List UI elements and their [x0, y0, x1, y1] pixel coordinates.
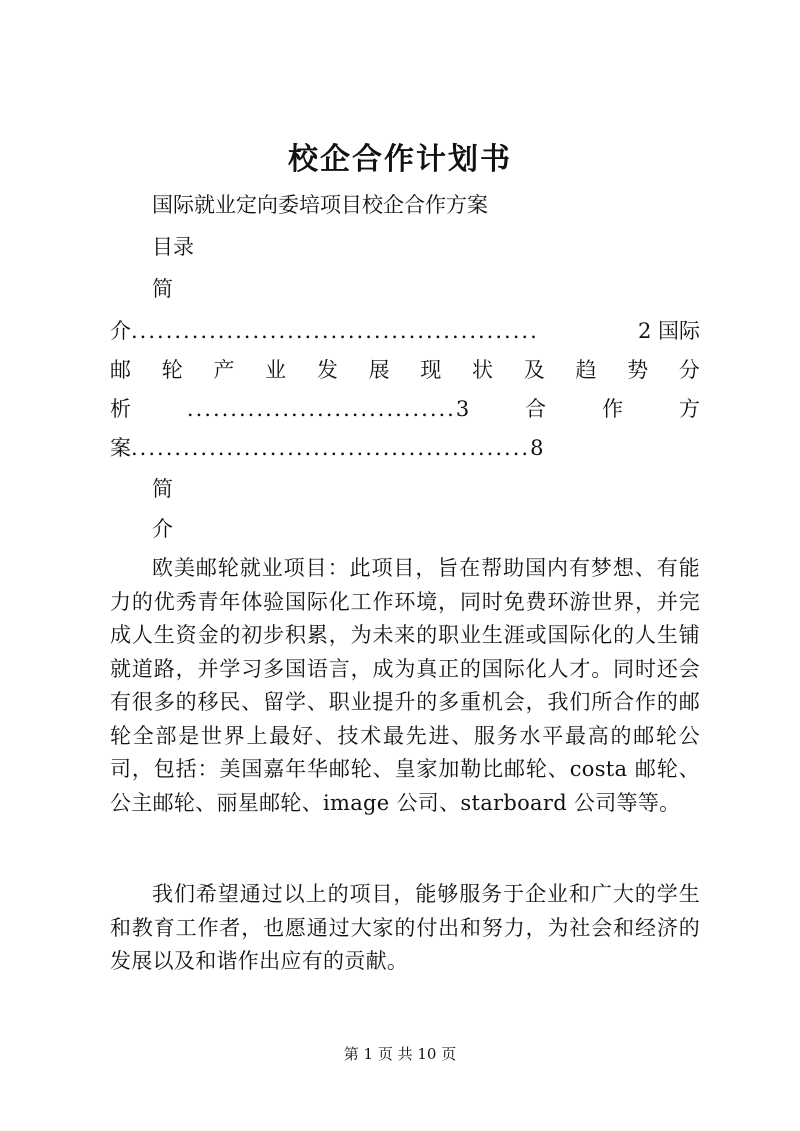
toc-char: 分	[678, 358, 700, 382]
toc-char: 及	[523, 358, 545, 382]
toc-char: 趋	[575, 358, 597, 382]
toc-char: 析	[110, 397, 131, 421]
toc-char: 邮	[110, 358, 131, 382]
toc-entry-plan-page: 8	[530, 436, 544, 460]
toc-line-4	[110, 394, 700, 424]
toc-line-2	[110, 316, 700, 346]
section-heading-part-1: 简	[152, 477, 173, 501]
document-title: 校企合作计划书	[288, 142, 512, 177]
toc-entry-industry-page: 3	[455, 397, 470, 421]
toc-char: 产	[213, 358, 235, 382]
toc-entry-intro-label: 介	[110, 319, 131, 343]
toc-char: 势	[627, 358, 649, 382]
toc-char: 发	[316, 358, 338, 382]
body-paragraph-2: 我们希望通过以上的项目，能够服务于企业和广大的学生和教育工作者，也愿通过大家的付出和努力，为社会和经济的发展以及和谐作出应有的贡献。	[110, 882, 700, 973]
toc-char: 现	[420, 358, 442, 382]
page-footer: 第 1 页 共 10 页	[343, 1045, 457, 1063]
toc-line-1: 简	[152, 277, 173, 301]
toc-heading: 目录	[152, 235, 194, 259]
subtitle: 国际就业定向委培项目校企合作方案	[152, 193, 488, 217]
section-heading-part-2: 介	[152, 517, 173, 541]
toc-char: 合	[525, 397, 547, 421]
toc-char: 轮	[161, 358, 183, 382]
toc-char: 展	[368, 358, 390, 382]
body-paragraph-1: 欧美邮轮就业项目：此项目，旨在帮助国内有梦想、有能力的优秀青年体验国际化工作环境，同时免费环游世界，并完成人生资金的初步积累，为未来的职业生涯或国际化的人生铺就道路，并学习多国语言，成为真正的国际化人才。同时还会有很多的移民、留学、职业提升的多重机会，我们所合作的邮轮全部是世界上最好、技术最先进、服务水平最高的邮轮公司，包括：美国嘉年华邮轮、皇家加勒比邮轮、costa 邮轮、公主邮轮、丽星邮轮、image 公司、starboard 公司等等。	[110, 556, 700, 815]
toc-leader-dots: ..............................................	[131, 436, 531, 460]
toc-entry-intro-page: 2 国际	[637, 319, 700, 343]
toc-char: 业	[265, 358, 287, 382]
toc-leader-dots: ...............................................	[131, 319, 539, 343]
toc-line-3	[110, 355, 700, 385]
toc-char: 案	[110, 436, 131, 460]
toc-char: 方	[679, 397, 700, 421]
toc-leader-group	[187, 394, 469, 424]
toc-char: 作	[602, 397, 624, 421]
toc-leader-dots: ...............................	[186, 397, 456, 421]
toc-char: 状	[472, 358, 494, 382]
toc-line-5	[110, 433, 700, 463]
